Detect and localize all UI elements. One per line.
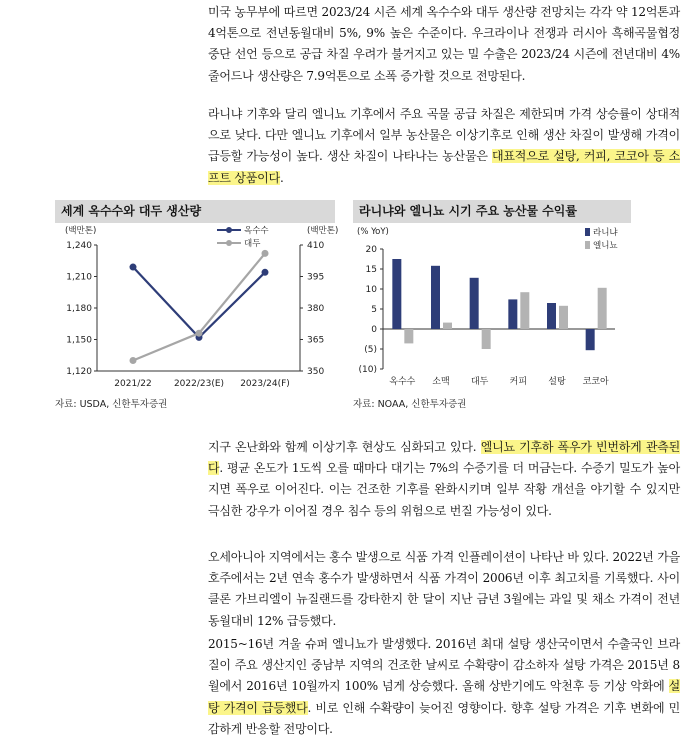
chart-2-y-tick-label: (10): [358, 365, 377, 375]
chart-2-bar: [598, 288, 607, 329]
chart-1-x-tick-label: 2023/24(F): [240, 379, 290, 389]
chart-2-bar: [470, 278, 479, 329]
chart-1-point: [130, 357, 137, 364]
chart-1-left-tick-label: 1,120: [66, 367, 92, 377]
chart-1-right-tick-label: 365: [307, 335, 325, 346]
paragraph-5: [208, 634, 680, 740]
chart-2-legend-label: 라니냐: [593, 228, 618, 238]
chart-1-source: 자료: USDA, 신한투자증권: [55, 399, 168, 410]
chart-2-x-tick-label: 대두: [470, 377, 489, 387]
chart-1-legend-label: 옥수수: [244, 226, 269, 236]
chart-1-point: [262, 250, 269, 257]
chart-2-title: [353, 200, 631, 223]
chart-1-right-tick-label: 395: [307, 272, 325, 283]
chart-2-bar: [586, 329, 595, 350]
chart-1-left-tick-label: 1,240: [66, 241, 92, 251]
chart-2-y-tick-label: 0: [371, 325, 377, 335]
chart-2-bar: [431, 266, 440, 329]
paragraph-2-text: 라니냐 기후와 달리 엘니뇨 기후에서 주요 곡물 공급 차질은 제한되며 가격 상승률이 상대적으로 낮다. 다만 엘니뇨 기후에서 일부 농산물은 이상기후로 인해 생산 차질이 발생해 가격이 급등할 가능성이 높다. 생산 차질이 나타나는 농산물은: [208, 107, 680, 164]
paragraph-5-highlight: 설탕 가격이 급등했다: [208, 679, 680, 715]
chart-1-right-tick-label: 410: [307, 241, 325, 251]
chart-2-legend-swatch: [585, 241, 590, 249]
chart-2-bar: [520, 292, 529, 329]
chart-2-bar-chart: [353, 223, 633, 393]
chart-1-left-tick-label: 1,180: [66, 304, 92, 314]
chart-1-line-chart: [55, 223, 340, 393]
chart-1-point: [130, 264, 137, 271]
paragraph-3: [208, 437, 680, 522]
chart-2-x-tick-label: 설탕: [548, 377, 566, 387]
chart-1-left-tick-label: 1,210: [66, 272, 92, 283]
paragraph-3-end: . 평균 온도가 1도씩 오를 때마다 대기는 7%의 수증기를 더 머금는다. 수증기 밀도가 높아지면 폭우로 이어진다. 이는 건조한 기후를 완화시키며 일부 작황 개선을 야기할 수 있지만 극심한 강우가 이어질 경우 침수 등의 위험으로 번질 가능성이 있다.: [208, 461, 680, 518]
paragraph-2-highlight: 대표적으로 설탕, 커피, 코코아 등 소프트 상품이다: [208, 149, 680, 185]
chart-1-legend-marker: [226, 227, 232, 233]
chart-2-bar: [508, 299, 517, 329]
chart-1-legend-label: 대두: [244, 239, 261, 249]
chart-2-x-tick-label: 소맥: [432, 377, 450, 387]
chart-2-bar: [443, 323, 452, 329]
paragraph-2: [208, 104, 680, 189]
chart-2-bar: [404, 329, 413, 343]
paragraph-4: [208, 547, 680, 632]
chart-2-bar: [559, 306, 568, 329]
chart-2-y-tick-label: 15: [365, 265, 377, 275]
chart-1-title-text: 세계 옥수수와 대두 생산량: [61, 204, 202, 218]
chart-2-x-tick-label: 커피: [509, 377, 528, 387]
chart-2-y-tick-label: 20: [365, 245, 377, 255]
paragraph-2-end: .: [279, 170, 284, 185]
paragraph-1-text: 미국 농무부에 따르면 2023/24 시즌 세계 옥수수와 대두 생산량 전망치는 각각 약 12억톤과 4억톤으로 전년동월대비 5%, 9% 높은 수준이다. 우크라이나 전쟁과 러시아 흑해곡물협정 중단 선언 등으로 공급 차질 우려가 불거지고 있는 밀 수출은 2023/24 시즌에 전년대비 4% 줄어드나 생산량은 7.9억톤으로 소폭 증가할 것으로 전망된다.: [208, 5, 680, 83]
chart-2-legend-swatch: [585, 228, 590, 236]
paragraph-5-text: 2015~16년 겨울 슈퍼 엘니뇨가 발생했다. 2016년 최대 설탕 생산국이면서 수출국인 브라질이 주요 생산지인 중남부 지역의 건조한 날씨로 수확량이 감소하자 설탕 가격은 2015년 8월에서 2016년 10월까지 100% 넘게 상승했다. 올해 상반기에도 악천후 등 기상 악화에: [208, 637, 680, 694]
chart-2-title-text: 라니냐와 엘니뇨 시기 주요 농산물 수익률: [359, 204, 577, 218]
chart-2-y-unit: (% YoY): [357, 227, 389, 237]
paragraph-4-text: 오세아니아 지역에서는 홍수 발생으로 식품 가격 인플레이션이 나타난 바 있다. 2022년 가을 호주에서는 2년 연속 홍수가 발생하면서 식품 가격이 2006년 이후 최고치를 기록했다. 사이클론 가브리엘이 뉴질랜드를 강타한지 한 달이 지난 금년 3월에는 과일 및 채소 가격이 전년동월대비 12% 급등했다.: [208, 550, 680, 628]
chart-1-left-tick-label: 1,150: [66, 335, 92, 346]
chart-2-bar: [482, 329, 491, 349]
chart-2-legend-label: 엘니뇨: [593, 241, 618, 251]
chart-2-y-tick-label: 10: [365, 285, 377, 295]
chart-1-point: [196, 330, 203, 337]
chart-1-series-line-1: [133, 253, 265, 360]
chart-2-bar: [392, 259, 401, 329]
chart-1-right-unit: (백만톤): [307, 226, 339, 236]
chart-2-y-tick-label: (5): [364, 345, 377, 355]
chart-1-left-unit: (백만톤): [65, 226, 97, 236]
paragraph-3-highlight: 엘니뇨 기후하 폭우가 빈번하게 관측된다: [208, 440, 681, 476]
paragraph-5-end: . 비로 인해 수확량이 늦어진 영향이다. 향후 설탕 가격은 기후 변화에 민감하게 반응할 전망이다.: [208, 700, 680, 736]
chart-1-legend-marker: [226, 240, 232, 246]
chart-2-y-tick-label: 5: [371, 305, 377, 315]
chart-2-source: 자료: NOAA, 신한투자증권: [353, 399, 467, 410]
chart-2-x-tick-label: 코코아: [582, 377, 609, 387]
chart-1-right-tick-label: 380: [307, 304, 325, 314]
chart-1-point: [262, 269, 269, 276]
chart-2-x-tick-label: 옥수수: [389, 377, 416, 387]
paragraph-3-text: 지구 온난화와 함께 이상기후 현상도 심화되고 있다.: [208, 440, 481, 454]
paragraph-1: [208, 2, 680, 87]
chart-2-bar: [547, 303, 556, 329]
chart-1-title: [55, 200, 335, 223]
chart-1-x-tick-label: 2021/22: [114, 379, 152, 389]
chart-1-right-tick-label: 350: [307, 367, 325, 377]
chart-1-x-tick-label: 2022/23(E): [173, 379, 225, 389]
